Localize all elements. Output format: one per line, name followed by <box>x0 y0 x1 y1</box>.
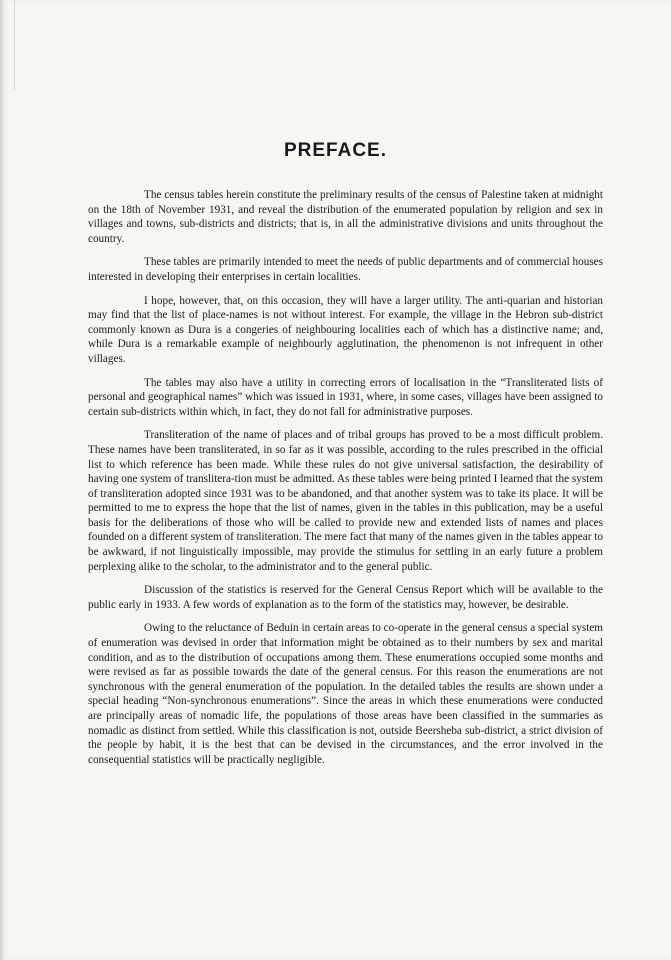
page-title: PREFACE. <box>283 140 388 161</box>
paragraph-3: I hope, however, that, on this occasion, they will have a larger utility. The anti-quarian and historian may find that the list of place-names is not without interest. For example, the village in the Hebron sub-district commonly known as Dura is a congeries of neighbouring localities each of which has a distinctive name; and, while Dura is a remarkable example of neighbourly agglutination, the phenomenon is not infrequent in other villages. <box>88 294 603 365</box>
body-text <box>88 188 603 776</box>
paragraph-2: These tables are primarily intended to meet the needs of public departments and of commercial houses interested in developing their enterprises in certain localities. <box>88 256 603 283</box>
binding-edge <box>0 0 15 90</box>
paragraph-1: The census tables herein constitute the preliminary results of the census of Palestine taken at midnight on the 18th of November 1931, and reveal the distribution of the enumerated population by religion and sex in villages and towns, sub-districts and districts; that is, in all the administrative divisions and units throughout the country. <box>88 189 603 245</box>
paragraph-4: The tables may also have a utility in correcting errors of localisation in the “Transliterated lists of personal and geographical names” which was issued in 1931, where, in some cases, villages have been assigned to certain sub-districts within which, in fact, they do not fall for administrative purposes. <box>88 376 603 418</box>
paragraph-5: Transliteration of the name of places and of tribal groups has proved to be a most difficult problem. These names have been transliterated, in so far as it was possible, according to the rules prescribed in the official list to which reference has been made. While these rules do not give universal satisfaction, the desirability of having one system of translitera-tion must be admitted. As these tables were being printed I learned that the system of transliteration adopted since 1931 was to be abandoned, and that another system was to take its place. It will be permitted to me to express the hope that the list of names, given in the tables in this publication, may be a useful basis for the deliberations of those who will be called to provide new and extended lists of names and places founded on a different system of transliteration. The mere fact that many of the names given in the tables appear to be awkward, if not linguistically impossible, may provide the stimulus for settling in an early future a problem perplexing alike to the scholar, to the administrator and to the general public. <box>88 429 603 573</box>
paragraph-6: Discussion of the statistics is reserved for the General Census Report which will be available to the public early in 1933. A few words of explanation as to the form of the statistics may, however, be desirable. <box>88 584 603 611</box>
paragraph-7: Owing to the reluctance of Beduin in certain areas to co-operate in the general census a special system of enumeration was devised in order that information might be obtained as to their numbers by sex and marital condition, and as to the distribution of occupations among them. These enumerations occupied some months and were revised as far as possible towards the date of the general census. For this reason the enumerations are not synchronous with the general enumeration of the population. In the detailed tables the results are shown under a special heading “Non-synchronous enumerations”. Since the areas in which these enumerations were conducted are principally areas of nomadic life, the populations of those areas have been classified in the summaries as nomadic as distinct from settled. While this classification is not, outside Beersheba sub-district, a strict division of the people by habit, it is the best that can be devised in the circumstances, and the error involved in the consequential statistics will be practically negligible. <box>88 622 603 766</box>
